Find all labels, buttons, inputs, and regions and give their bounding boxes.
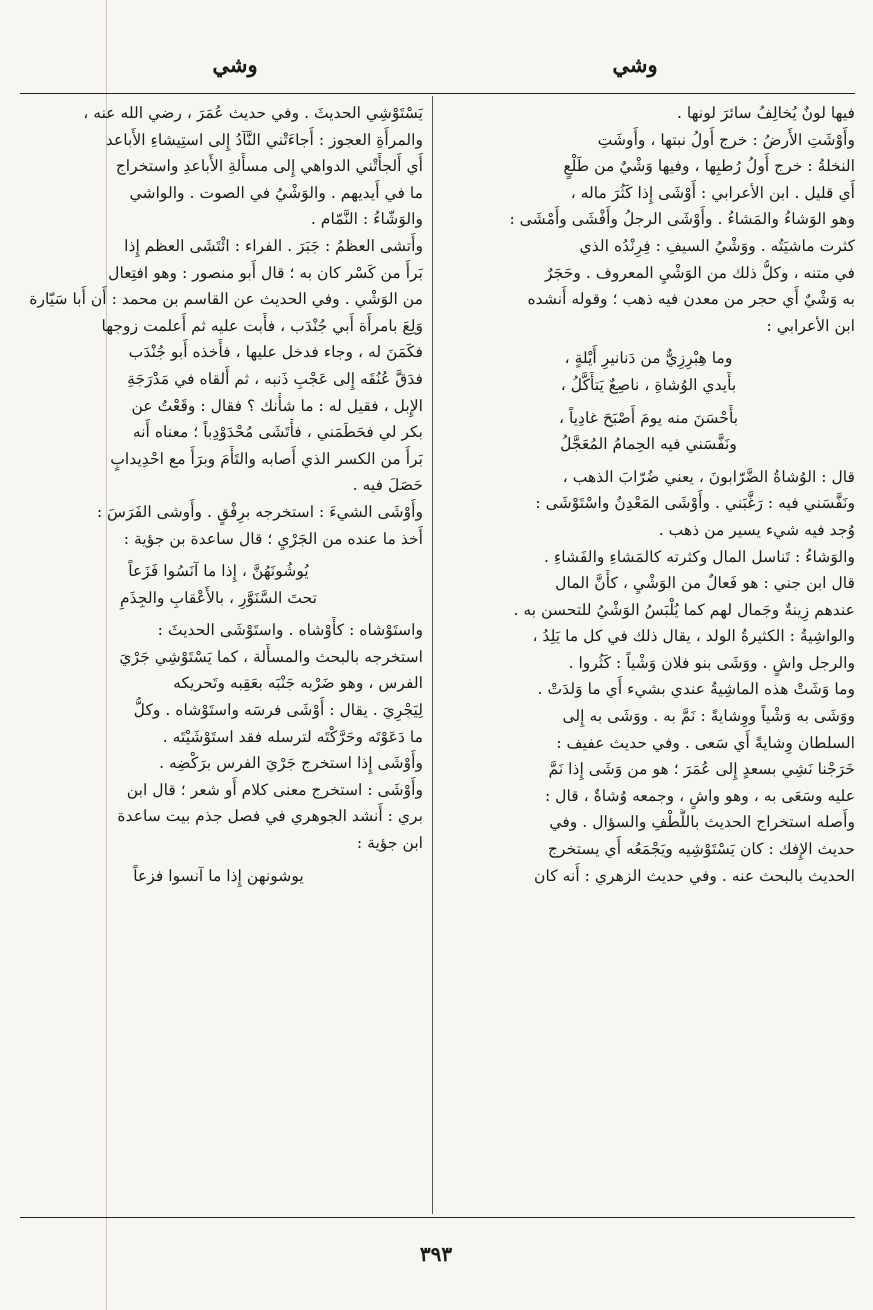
- text-line: وأَتشى العظمُ : جَبَرَ . الفراء : ائْتَشَى العظم إِذا: [124, 236, 423, 255]
- text-line: يَسْتَوْشِي الحديثَ . وفي حديث عُمَرَ ، رضي الله عنه ،: [83, 104, 423, 122]
- text-line: وأَوْشَى الشيءَ : استخرجه برِفْقٍ . وأَوشى الفَرَسَ :: [96, 502, 423, 521]
- text-line: حَصَلَ فيه .: [352, 476, 423, 495]
- verse-line: يوشونهن إِذا ما آنسوا فزعاً: [133, 866, 304, 885]
- text-line: قال ابن جني : هو فَعالٌ من الوَشْيِ ، كأَنَّ المال: [555, 574, 855, 593]
- text-line: أَي أَلجأَتْني الدواهي إِلى مسأَلةِ الأَباعدِ واستخراج: [115, 157, 423, 176]
- text-line: عليه وسَعَى به ، وهو واشٍ ، وجمعه وُشاةٌ ، قال :: [544, 786, 855, 805]
- text-line: وأَوْشَى : استخرج معنى كلام أَو شعر ؛ قال ابن: [126, 780, 423, 799]
- text-line: قال : الوُشاةُ الضَّرّابونَ ، يعني ضُرّابَ الذهب ،: [562, 467, 855, 486]
- text-line: والمرأَةِ العجوز : أَجاءَتْني النَّآدُ إِلى استِيشاءِ الأَباعد: [105, 130, 423, 149]
- text-line: الحديث بالبحث عنه . وفي حديث الزهري : أَنه كان: [534, 866, 855, 885]
- text-line: لِيَجْرِيَ . يقال : أَوْشَى فرسَه واستَوْشاه . وكلُّ: [133, 701, 423, 720]
- text-line: خَرَجْنا نَشِي بسعدٍ إِلى عُمَرَ ؛ هو من وَشَى إِذا نَمَّ: [548, 760, 855, 779]
- text-line: من الوَشْي . وفي الحديث عن القاسم بن محمد : أَن أَبا سَيّارة: [29, 290, 423, 309]
- text-line: وأَصله استخراج الحديث باللُّطْفِ والسؤال . وفي: [549, 813, 855, 832]
- text-line: الفرس ، وهو ضَرْبه جَنْبَه بعَقِبه وتَحريكه: [173, 674, 423, 693]
- verse-line: يُوشُونَهُنَّ ، إِذا ما آنَسُوا فَزَعاً: [128, 562, 309, 581]
- text-line: حديث الإِفك : كان يَسْتَوْشِيه ويَجْمَعُه أَي يستخرج: [547, 840, 855, 859]
- text-line: أَخذ ما عنده من الجَرْيِ ؛ قال ساعدة بن جؤية :: [123, 529, 423, 548]
- running-head-right: وشي: [612, 52, 658, 77]
- text-line: ابن جؤية :: [356, 834, 423, 853]
- text-line: ما دَعَوْتَه وحَرَّكْتَه لترسله فقد استَوْشَيْتَه .: [162, 727, 423, 746]
- text-line: ما في أَيديهم . والوَشْيُ في الصوت . والواشي: [129, 183, 423, 202]
- text-line: النخلةُ : خرج أَولُ رُطبِها ، وفيها وَشْيٌ من طَلْعٍ: [563, 157, 855, 176]
- right-column: [442, 100, 855, 889]
- column-divider: [432, 96, 433, 1214]
- text-line: ابن الأعرابي :: [766, 316, 855, 335]
- text-line: بكر لي فحَطَمَني ، فأْتَشَى مُحْدَوْدِباً ؛ معناه أَنه: [132, 423, 423, 442]
- left-column: [14, 100, 423, 889]
- text-line: وَلِعَ بامرأَة أَبي جُنْدَب ، فأَبت عليه ثم أَعلمت زوجها: [101, 316, 423, 335]
- text-line: فيها لونٌ يُخالِفُ سائرَ لونها .: [677, 104, 855, 122]
- text-line: عندهم زِينةٌ وجَمال لهم كما يُلْبَسُ الوَشْيُ للتحسن به .: [513, 600, 855, 619]
- bottom-rule: [20, 1217, 855, 1218]
- verse-line: بأَيدي الوُشاةِ ، ناصِعٌ يَتأَكَّلُ ،: [560, 375, 737, 394]
- text-line: ونَفَّسَني فيه : رَغَّبَني . وأَوْشَى المَعْدِنُ واسْتَوْشَى :: [535, 494, 855, 513]
- verse-line: بأَحْسَنَ منه يومَ أَصْبَحَ غادِياً ،: [558, 408, 739, 427]
- text-line: كثرت ماشيَتُه . ووَشْيُ السيفِ : فِرِنْدُه الذي: [579, 236, 855, 255]
- page-number: ٣٩٣: [419, 1242, 453, 1266]
- verse-line: ونَفَّسَني فيه الحِمامُ المُعَجَّلُ: [560, 435, 737, 454]
- text-line: وُجد فيه شيء يسير من ذهب .: [658, 520, 855, 539]
- text-line: السلطان وِشايةً أَي سَعى . وفي حديث عفيف :: [556, 733, 855, 752]
- running-head-left: وشي: [212, 52, 258, 77]
- text-line: بَرأَ من الكسر الذي أَصابه والتَأَمَ وبرَأَ مع احْدِيدابٍ: [110, 449, 423, 468]
- text-line: استخرجه بالبحث والمسأَلة ، كما يَسْتَوْشِي جَرْيَ: [119, 647, 423, 666]
- text-line: والرجل واشٍ . ووَشَى بنو فلان وَشْياً : كَثُروا .: [568, 653, 855, 672]
- text-line: والوَشاءُ : تَناسل المال وكثرته كالمَشاءِ والفَشاءِ .: [544, 547, 855, 566]
- text-line: في متنه ، وكلُّ ذلك من الوَشْيِ المعروف . وحَجَرٌ: [545, 263, 855, 282]
- text-line: وأَوْشَى إِذا استخرج جَرْيَ الفرس برَكْضِه .: [159, 754, 423, 773]
- text-line: الإِبل ، فقيل له : ما شأْنك ؟ فقال : وقَعْتُ عن: [131, 396, 423, 415]
- text-line: بَرأَ من كَسْر كان به ؛ قال أَبو منصور : وهو افتِعال: [108, 263, 423, 282]
- top-rule: [20, 93, 855, 94]
- text-line: وأَوْشَتِ الأَرضُ : خرج أَولُ نبتها ، وأَوشَتِ: [597, 130, 855, 149]
- text-line: واستَوْشاه : كأَوْشاه . واستَوْشَى الحديثَ :: [157, 621, 423, 640]
- verse-line: وما هِبْرِزِيٌّ من دَنانيرِ أَيْلةٍ ،: [564, 349, 733, 368]
- text-line: وهو الوَشاءُ والمَشاءُ . وأَوْشَى الرجلُ وأَفْشَى وأَمْشَى :: [509, 210, 855, 229]
- verse-line: تحتَ السَّنَوَّرِ ، بالأَعْقابِ والجِذَمِ: [120, 588, 317, 607]
- text-line: به وَشْيٌ أَي حجر من معدن فيه ذهب ؛ وقوله أَنشده: [527, 290, 855, 309]
- text-line: بري : أَنشد الجوهري في فصل جذم بيت ساعدة: [117, 807, 423, 826]
- text-line: والواشِيةُ : الكثيرةُ الولد ، يقال ذلك في كل ما يَلِدُ ،: [532, 627, 855, 646]
- text-line: وما وَشَتْ هذه الماشِيةُ عندي بشيء أَي ما وَلدَتْ .: [537, 680, 855, 699]
- text-line: أَي قليل . ابن الأعرابي : أَوْشَى إِذا كَثُرَ ماله ،: [570, 183, 855, 202]
- text-line: فكَمَنَ له ، وجاء فدخل عليها ، فأَخذه أَبو جُنْدَب: [128, 343, 423, 362]
- text-line: ووَشَى به وَشْياً ووِشايةً : نَمَّ به . ووَشَى به إِلى: [562, 707, 855, 726]
- text-line: والوَشّاءُ : النَّمّام .: [310, 210, 423, 229]
- text-line: فدَقَّ عُنُقَه إِلى عَجْبِ ذَنبه ، ثم أَلقاه في مَدْرَجَةِ: [127, 369, 423, 388]
